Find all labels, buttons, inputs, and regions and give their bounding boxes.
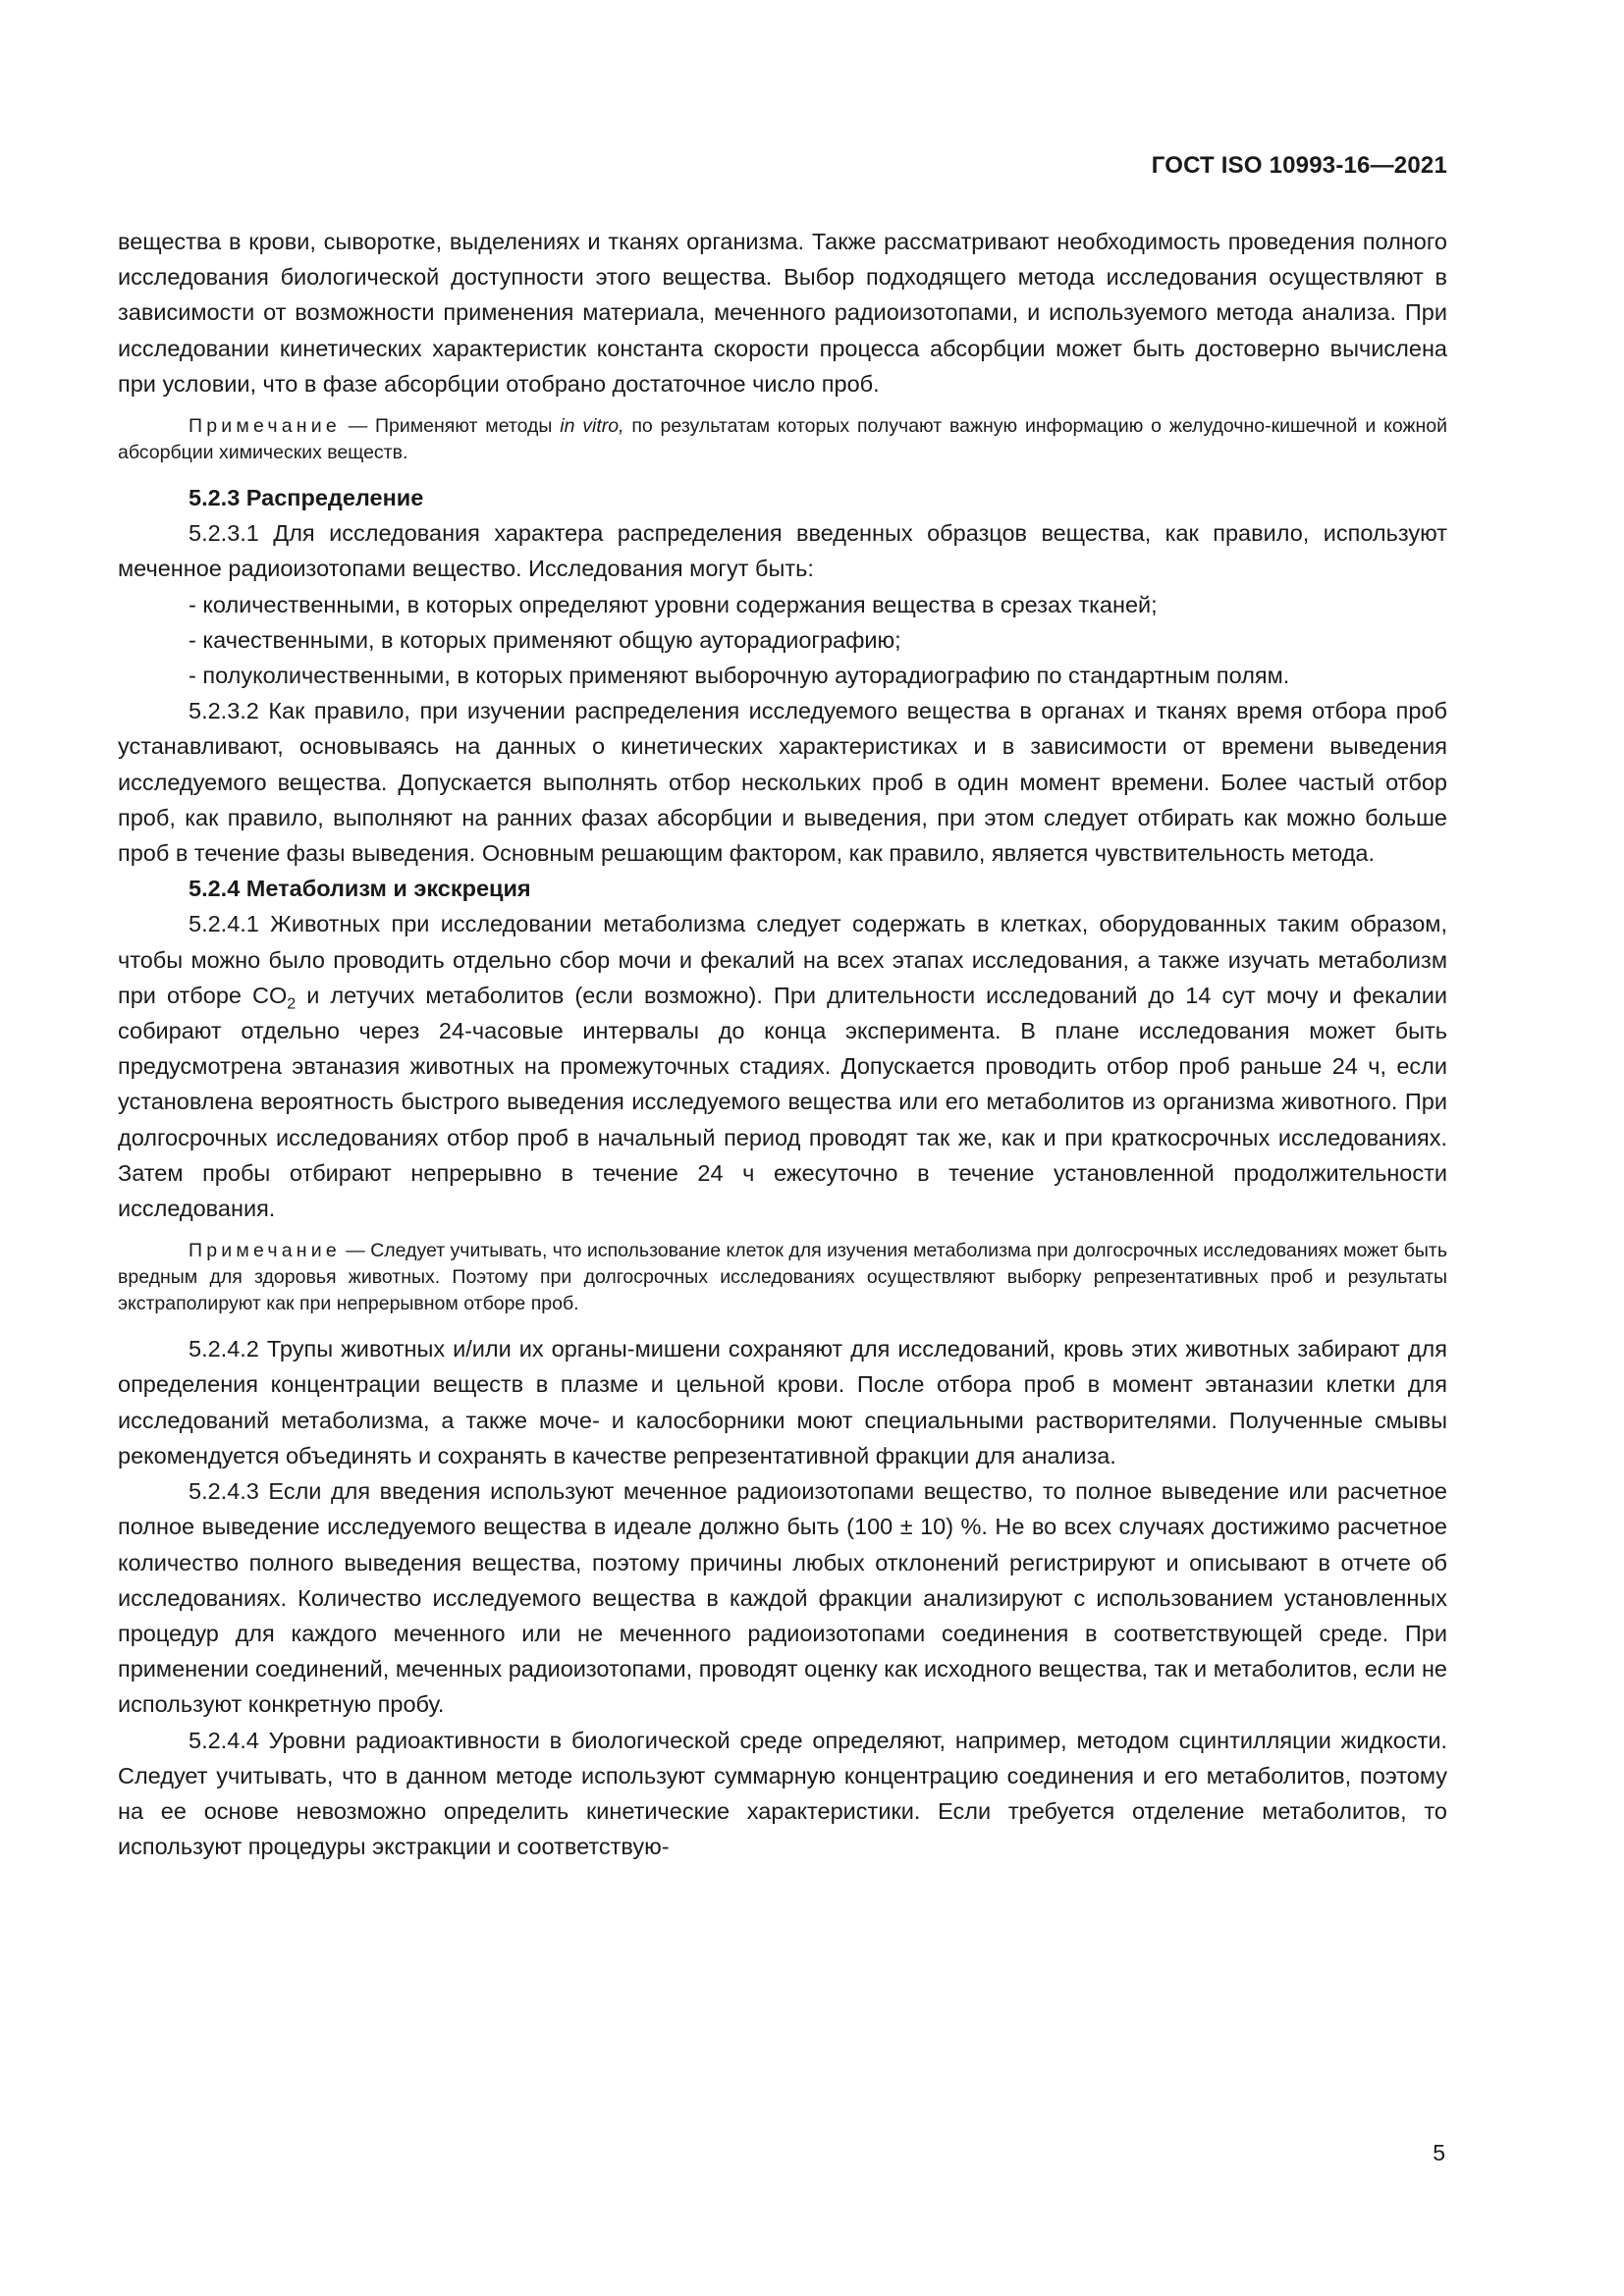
paragraph-5-2-4-1: 5.2.4.1 Животных при исследовании метаболизма следует содержать в клетках, оборудованных таким образом, чтобы можно было проводить отдельно сбор мочи и фекалий на всех этапах исследования, а также изучать метаболизм при отборе $CO_2$ и летучих метаболитов (если возможно). При длительности исследований до 14 сут мочу и фекалии собирают отдельно через 24-часовые интервалы до конца эксперимента. В плане исследования может быть предусмотрена эвтаназия животных на промежуточных стадиях. Допускается проводить отбор проб раньше 24 ч, если установлена вероятность быстрого выведения исследуемого вещества или его метаболитов из организма животного. При долгосрочных исследованиях отбор проб в начальный период проводят так же, как и при краткосрочных исследованиях. Затем пробы отбирают непрерывно в течение 24 ч ежесуточно в течение установленной продолжительности исследования.: [118, 911, 1447, 1222]
list-item: - качественными, в которых применяют общую ауторадиографию;: [189, 626, 901, 653]
note-label: Примечание: [189, 1240, 341, 1262]
note-label: Примечание: [189, 415, 341, 438]
list-item: - количественными, в которых определяют уровни содержания вещества в срезах тканей;: [189, 591, 1158, 617]
paragraph-5-2-3-1: 5.2.3.1 Для исследования характера распределения введенных образцов вещества, как правило, используют меченное радиоизотопами вещество. Исследования могут быть:: [118, 520, 1447, 582]
note-metabolism: Примечание — Следует учитывать, что использование клеток для изучения метаболизма при долгосрочных исследованиях может быть вредным для здоровья животных. Поэтому при долгосрочных исследованиях осуществляют выборку репрезентативных проб и результаты экстраполируют как при непрерывном отборе проб.: [118, 1240, 1447, 1315]
note-italic-term: in vitro,: [560, 415, 624, 438]
paragraph-intro: вещества в крови, сыворотке, выделениях и тканях организма. Также рассматривают необходимость проведения полного исследования биологической доступности этого вещества. Выбор подходящего метода исследования осуществляют в зависимости от возможности применения материала, меченного радиоизотопами, и используемого метода анализа. При исследовании кинетических характеристик константа скорости процесса абсорбции может быть достоверно вычислена при условии, что в фазе абсорбции отобрано достаточное число проб.: [118, 229, 1447, 397]
page-number: 5: [1433, 2140, 1445, 2165]
paragraph-5-2-4-4: 5.2.4.4 Уровни радиоактивности в биологической среде определяют, например, методом сцинтилляции жидкости. Следует учитывать, что в данном методе используют суммарную концентрацию соединения и его метаболитов, поэтому на ее основе невозможно определить кинетические характеристики. Если требуется отделение метаболитов, то используют процедуры экстракции и соответствую-: [118, 1727, 1447, 1860]
note-absorption: Примечание — Применяют методы in vitro, по результатам которых получают важную информацию о желудочно-кишечной и кожной абсорбции химических веществ.: [118, 415, 1447, 464]
document-header: ГОСТ ISO 10993-16—2021: [1151, 152, 1447, 179]
paragraph-5-2-3-2: 5.2.3.2 Как правило, при изучении распределения исследуемого вещества в органах и тканях время отбора проб устанавливают, основываясь на данных о кинетических характеристиках и в зависимости от времени выведения исследуемого вещества. Допускается выполнять отбор нескольких проб в один момент времени. Более частый отбор проб, как правило, выполняют на ранних фазах абсорбции и выведения, при этом следует отбирать как можно больше проб в течение фазы выведения. Основным решающим фактором, как правило, является чувствительность метода.: [118, 698, 1447, 867]
section-heading-5-2-3: 5.2.3 Распределение: [189, 485, 424, 511]
paragraph-5-2-4-3: 5.2.4.3 Если для введения используют меченное радиоизотопами вещество, то полное выведение или расчетное полное выведение исследуемого вещества в идеале должно быть (100 ± 10) %. Не во всех случаях достижимо расчетное количество полного выведения вещества, поэтому причины любых отклонений регистрируют и описывают в отчете об исследованиях. Количество исследуемого вещества в каждой фракции анализируют с использованием установленных процедур для каждого меченного или не меченного радиоизотопами соединения в соответствующей среде. При применении соединений, меченных радиоизотопами, проводят оценку как исходного вещества, так и метаболитов, если не используют конкретную пробу.: [118, 1478, 1447, 1718]
section-heading-5-2-4: 5.2.4 Метаболизм и экскреция: [189, 876, 531, 902]
list-item: - полуколичественными, в которых применяют выборочную ауторадиографию по стандартным полям.: [189, 663, 1290, 689]
document-body: [118, 224, 1447, 1864]
paragraph-5-2-4-2: 5.2.4.2 Трупы животных и/или их органы-мишени сохраняют для исследований, кровь этих животных забирают для определения концентрации веществ в плазме и цельной крови. После отбора проб в момент эвтаназии клетки для исследований метаболизма, а также моче- и калосборники моют специальными растворителями. Полученные смывы рекомендуется объединять и сохранять в качестве репрезентативной фракции для анализа.: [118, 1336, 1447, 1468]
